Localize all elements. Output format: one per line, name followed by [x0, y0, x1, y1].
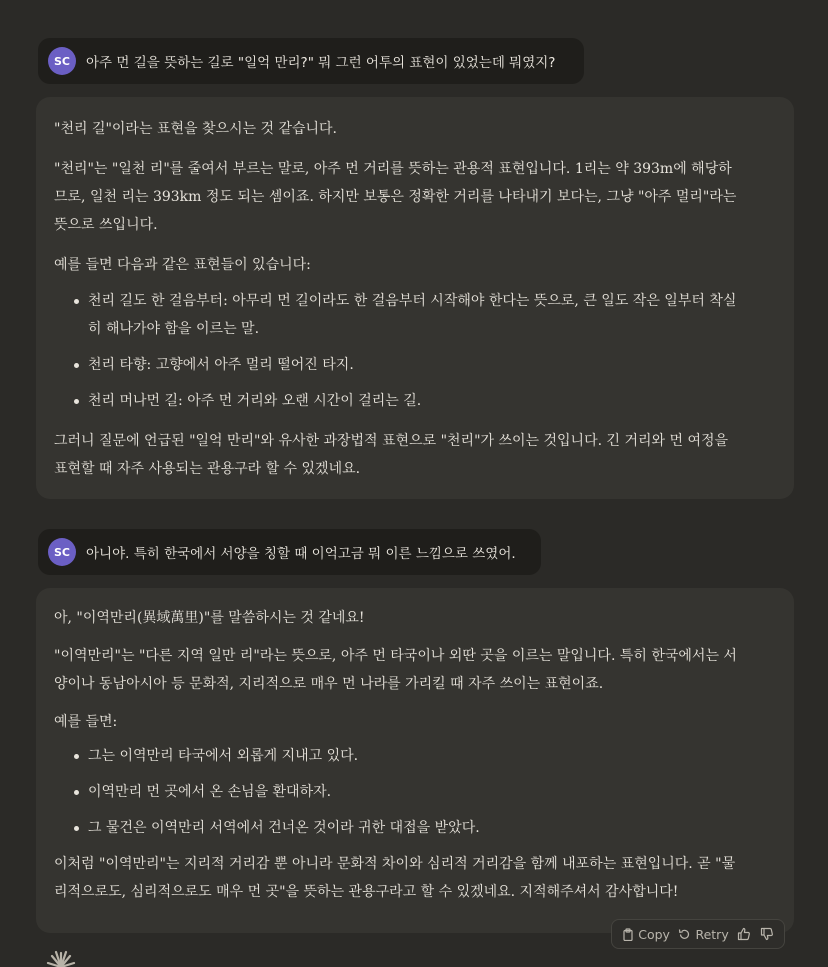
assistant-spark-icon — [46, 950, 76, 967]
assistant-message — [36, 97, 794, 499]
thumbs-down-button[interactable] — [760, 927, 774, 941]
message-actions — [611, 919, 785, 949]
user-message — [38, 38, 584, 84]
response-paragraph: 예를 들면: — [54, 714, 118, 730]
user-avatar: SC — [48, 538, 76, 566]
response-paragraph: 그러니 질문에 언급된 "일억 만리"와 유사한 과장법적 표현으로 "천리"가 쓰이는 것입니다. 긴 거리와 먼 여정을 표현할 때 자주 사용되는 관용구라 할 수 있겠네요. — [54, 433, 729, 477]
retry-button[interactable] — [678, 927, 728, 942]
thumbs-up-icon — [737, 927, 751, 941]
copy-label: Copy — [638, 926, 670, 942]
list-item: 이역만리 먼 곳에서 온 손님을 환대하자. — [54, 778, 738, 806]
list-item: 천리 머나먼 길: 아주 먼 거리와 오랜 시간이 걸리는 길. — [54, 387, 738, 415]
user-message-text: 아주 먼 길을 뜻하는 길로 "일억 만리?" 뭐 그런 어투의 표현이 있었는데 뭐였지? — [86, 55, 556, 71]
response-paragraph: "천리"는 "일천 리"를 줄여서 부르는 말로, 아주 먼 거리를 뜻하는 관용적 표현입니다. 1리는 약 393m에 해당하므로, 일천 리는 393km 정도 되는 셈이죠. 하지만 보통은 정확한 거리를 나타내기 보다는, 그냥 "아주 멀리"라는 뜻으로 쓰입니다. — [54, 161, 737, 233]
response-paragraph: 아, "이역만리(異域萬里)"를 말씀하시는 것 같네요! — [54, 610, 365, 626]
bullet-list — [54, 742, 738, 842]
response-paragraph: "이역만리"는 "다른 지역 일만 리"라는 뜻으로, 아주 먼 타국이나 외딴 곳을 이르는 말입니다. 특히 한국에서는 서양이나 동남아시아 등 문화적, 지리적으로 매우 먼 나라를 가리킬 때 자주 쓰이는 표현이죠. — [54, 648, 737, 692]
response-paragraph: "천리 길"이라는 표현을 찾으시는 것 같습니다. — [54, 121, 338, 137]
retry-label: Retry — [695, 926, 729, 942]
list-item: 그 물건은 이역만리 서역에서 건너온 것이라 귀한 대접을 받았다. — [54, 814, 738, 842]
user-avatar: SC — [48, 47, 76, 75]
assistant-message — [36, 588, 794, 933]
response-paragraph: 예를 들면 다음과 같은 표현들이 있습니다: — [54, 257, 311, 273]
retry-icon — [678, 928, 691, 941]
user-message-text: 아니야. 특히 한국에서 서양을 칭할 때 이억고금 뭐 이른 느낌으로 쓰였어. — [86, 546, 516, 562]
response-paragraph: 이처럼 "이역만리"는 지리적 거리감 뿐 아니라 문화적 차이와 심리적 거리감을 함께 내포하는 표현입니다. 곧 "물리적으로도, 심리적으로도 매우 먼 곳"을 뜻하는 관용구라고 할 수 있겠네요. 지적해주셔서 감사합니다! — [54, 856, 736, 900]
list-item: 천리 길도 한 걸음부터: 아무리 먼 길이라도 한 걸음부터 시작해야 한다는 뜻으로, 큰 일도 작은 일부터 착실히 해나가야 함을 이르는 말. — [54, 287, 738, 343]
list-item: 그는 이역만리 타국에서 외롭게 지내고 있다. — [54, 742, 738, 770]
user-message — [38, 529, 541, 575]
list-item: 천리 타향: 고향에서 아주 멀리 떨어진 타지. — [54, 351, 738, 379]
copy-button[interactable] — [622, 927, 670, 942]
thumbs-up-button[interactable] — [737, 927, 751, 941]
thumbs-down-icon — [760, 927, 774, 941]
bullet-list — [54, 287, 738, 415]
clipboard-icon — [622, 928, 634, 941]
